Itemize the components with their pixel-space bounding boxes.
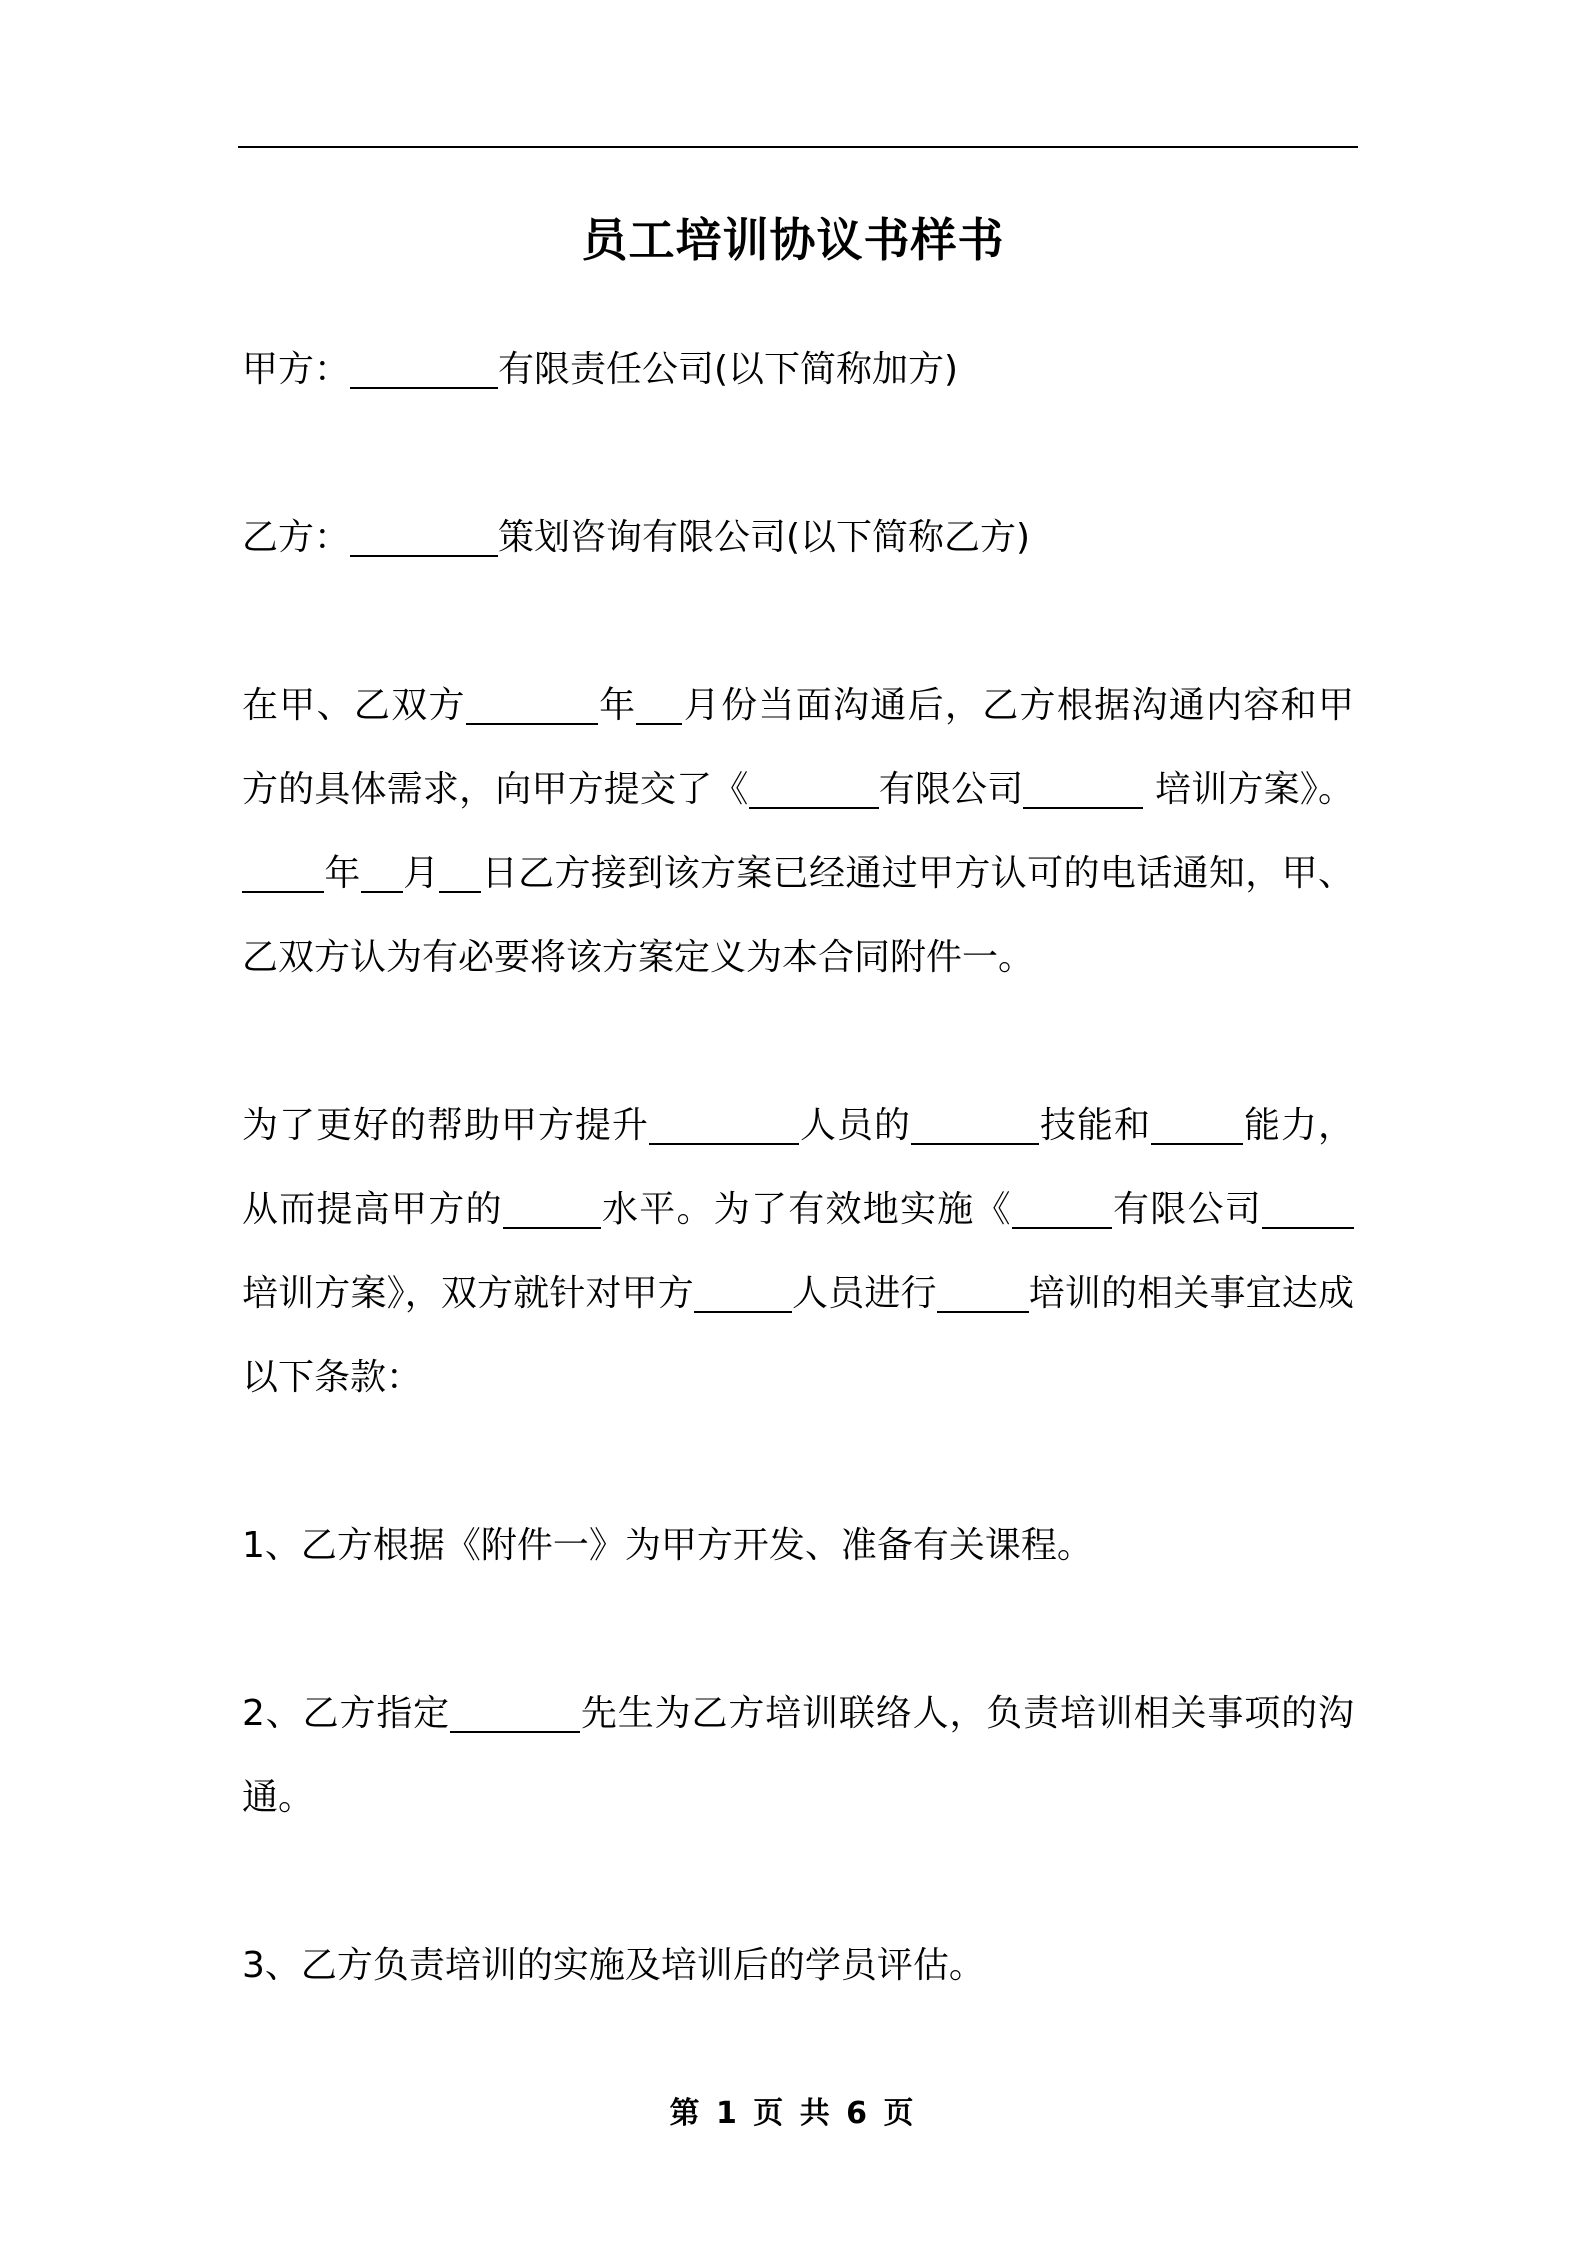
clause-2: 2、乙方指定 先生为乙方培训联络人，负责培训相关事项的沟通。 bbox=[242, 1693, 1354, 1818]
blank-field bbox=[439, 851, 481, 893]
page-number-footer: 第 1 页 共 6 页 bbox=[669, 2096, 917, 2131]
blank-field bbox=[636, 683, 682, 725]
party-a-line: 甲方： 有限责任公司(以下简称加方) bbox=[242, 349, 959, 390]
blank-field bbox=[1262, 1187, 1354, 1229]
document-body bbox=[242, 328, 1354, 2092]
blank-field bbox=[937, 1271, 1029, 1313]
blank-field bbox=[694, 1271, 792, 1313]
blank-field bbox=[1023, 767, 1143, 809]
blank-field bbox=[350, 515, 498, 557]
blank-field bbox=[749, 767, 879, 809]
blank-field bbox=[503, 1187, 601, 1229]
blank-field bbox=[450, 1691, 580, 1733]
clause-1: 1、乙方根据《附件一》为甲方开发、准备有关课程。 bbox=[242, 1525, 1093, 1566]
header-rule bbox=[238, 146, 1358, 148]
party-b-line: 乙方： 策划咨询有限公司(以下简称乙方) bbox=[242, 517, 1031, 558]
blank-field bbox=[911, 1103, 1039, 1145]
purpose-paragraph: 为了更好的帮助甲方提升 人员的 技能和 能力，从而提高甲方的 水平。为了有效地实施《 有限公司培训方案》，双方就针对甲方 人员进行 培训的相关事宜达成以下条款： bbox=[242, 1105, 1354, 1398]
blank-field bbox=[242, 851, 324, 893]
document-title: 员工培训协议书样书 bbox=[581, 213, 1005, 267]
blank-field bbox=[649, 1103, 799, 1145]
blank-field bbox=[361, 851, 403, 893]
blank-field bbox=[1151, 1103, 1243, 1145]
intro-paragraph: 在甲、乙双方 年 月份当面沟通后，乙方根据沟通内容和甲方的具体需求，向甲方提交了《 有限公司 培训方案》。年 月 日乙方接到该方案已经通过甲方认可的电话通知，甲、乙双方认为有必要将该方案定义为本合同附件一。 bbox=[242, 685, 1354, 978]
blank-field bbox=[466, 683, 598, 725]
blank-field bbox=[350, 347, 498, 389]
blank-field bbox=[1012, 1187, 1112, 1229]
clause-3: 3、乙方负责培训的实施及培训后的学员评估。 bbox=[242, 1945, 985, 1986]
